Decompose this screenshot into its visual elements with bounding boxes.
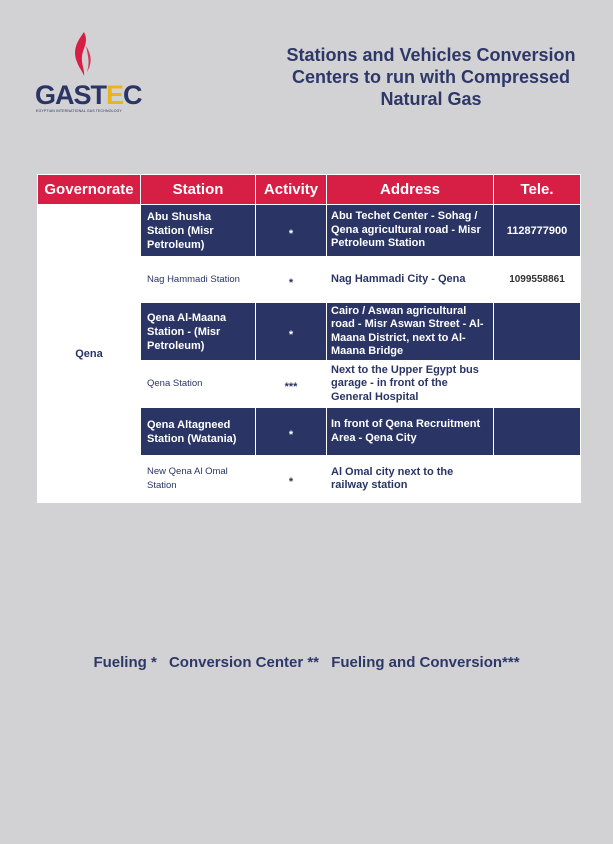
activity-cell: * <box>256 303 327 361</box>
address-cell: Nag Hammadi City - Qena <box>327 257 494 303</box>
address-cell: Al Omal city next to the railway station <box>327 456 494 503</box>
tele-cell <box>494 361 581 408</box>
header-tele: Tele. <box>494 175 581 205</box>
tele-cell <box>494 456 581 503</box>
header-address: Address <box>327 175 494 205</box>
station-cell: New Qena Al Omal Station <box>141 456 256 503</box>
activity-cell: * <box>256 257 327 303</box>
station-cell: Qena Station <box>141 361 256 408</box>
legend-fueling: Fueling * <box>93 654 157 671</box>
logo-text-gas: GAS <box>35 80 91 110</box>
flame-icon <box>71 32 97 76</box>
legend-fueling-and-conversion: Fueling and Conversion*** <box>331 654 520 671</box>
page-title <box>262 44 600 110</box>
address-cell: In front of Qena Recruitment Area - Qena City <box>327 408 494 456</box>
station-cell: Abu Shusha Station (Misr Petroleum) <box>141 205 256 257</box>
tele-cell: 1099558861 <box>494 257 581 303</box>
header-station: Station <box>141 175 256 205</box>
title-line-2: Centers to run with Compressed <box>291 67 571 87</box>
activity-legend <box>0 654 613 671</box>
activity-cell: *** <box>256 361 327 408</box>
address-cell: Abu Techet Center - Sohag / Qena agricultural road - Misr Petroleum Station <box>327 205 494 257</box>
activity-cell: * <box>256 456 327 503</box>
tele-cell <box>494 408 581 456</box>
logo-tagline: EGYPTIAN INTERNATIONAL GAS TECHNOLOGY <box>36 109 122 113</box>
activity-cell: * <box>256 408 327 456</box>
station-cell: Qena Al-Maana Station - (Misr Petroleum) <box>141 303 256 361</box>
gastec-logo <box>33 32 143 122</box>
station-cell: Qena Altagneed Station (Watania) <box>141 408 256 456</box>
tele-cell <box>494 303 581 361</box>
logo-text-e: E <box>106 80 124 110</box>
logo-text-t: T <box>90 80 107 110</box>
legend-conversion: Conversion Center ** <box>168 654 320 671</box>
address-cell: Cairo / Aswan agricultural road - Misr Aswan Street - Al- Maana District, next to Al- Maana Bridge <box>327 303 494 361</box>
table-row <box>38 205 581 257</box>
title-line-3: Natural Gas <box>380 89 482 109</box>
table-header-row <box>38 175 581 205</box>
logo-text-c: C <box>123 80 142 110</box>
governorate-cell: Qena <box>38 205 141 503</box>
address-cell: Next to the Upper Egypt bus garage - in front of the General Hospital <box>327 361 494 408</box>
station-cell: Nag Hammadi Station <box>141 257 256 303</box>
logo-wordmark <box>35 80 142 111</box>
header-governorate: Governorate <box>38 175 141 205</box>
activity-cell: * <box>256 205 327 257</box>
title-line-1: Stations and Vehicles Conversion <box>286 45 576 65</box>
header-activity: Activity <box>256 175 327 205</box>
tele-cell: 1128777900 <box>494 205 581 257</box>
stations-table <box>37 174 581 503</box>
